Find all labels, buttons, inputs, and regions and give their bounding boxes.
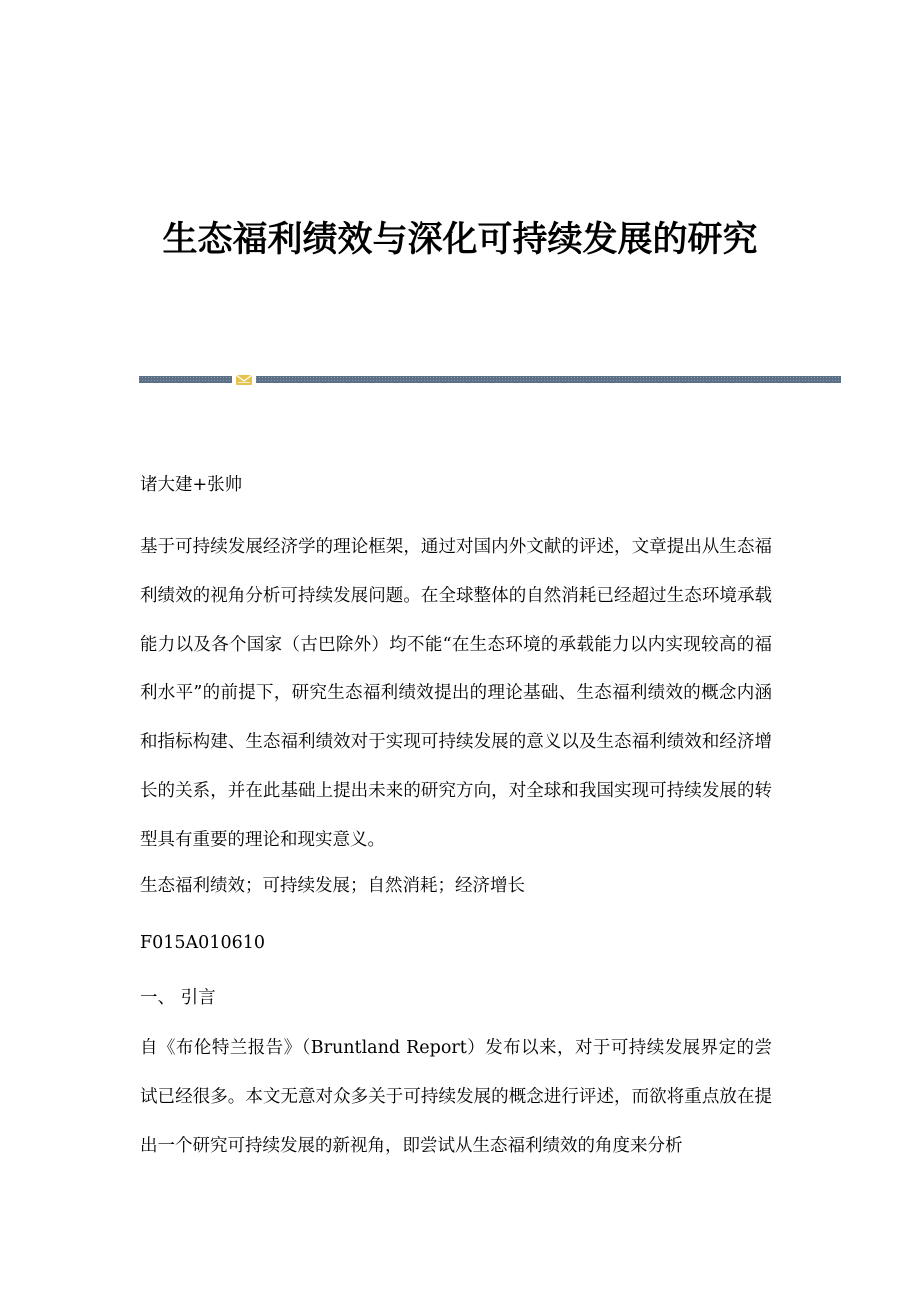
classification-code: F015A010610 bbox=[140, 933, 265, 953]
keywords-line: 生态福利绩效；可持续发展；自然消耗；经济增长 bbox=[140, 876, 525, 896]
introduction-paragraph: 自《布伦特兰报告》（Bruntland Report）发布以来，对于可持续发展界定的尝试已经很多。本文无意对众多关于可持续发展的概念进行评述，而欲将重点放在提出一个研究可持续发展的新视角，即尝试从生态福利绩效的角度来分析 bbox=[140, 1038, 772, 1156]
divider-ornament-icon bbox=[236, 375, 252, 385]
ornament-stripe bbox=[238, 382, 250, 383]
divider-line-left bbox=[139, 376, 232, 383]
author-names: 诸大建+张帅 bbox=[140, 475, 243, 495]
paper-title: 生态福利绩效与深化可持续发展的研究 bbox=[162, 220, 758, 260]
divider-graphic bbox=[139, 374, 841, 386]
title-divider bbox=[139, 374, 841, 386]
abstract-paragraph: 基于可持续发展经济学的理论框架，通过对国内外文献的评述，文章提出从生态福利绩效的视角分析可持续发展问题。在全球整体的自然消耗已经超过生态环境承载能力以及各个国家（古巴除外）均不能“在生态环境的承载能力以内实现较高的福利水平”的前提下，研究生态福利绩效提出的理论基础、生态福利绩效的概念内涵和指标构建、生态福利绩效对于实现可持续发展的意义以及生态福利绩效和经济增长的关系，并在此基础上提出未来的研究方向，对全球和我国实现可持续发展的转型具有重要的理论和现实意义。 bbox=[140, 537, 772, 850]
divider-line-right bbox=[256, 376, 841, 383]
section-heading-introduction: 一、 引言 bbox=[140, 988, 216, 1008]
